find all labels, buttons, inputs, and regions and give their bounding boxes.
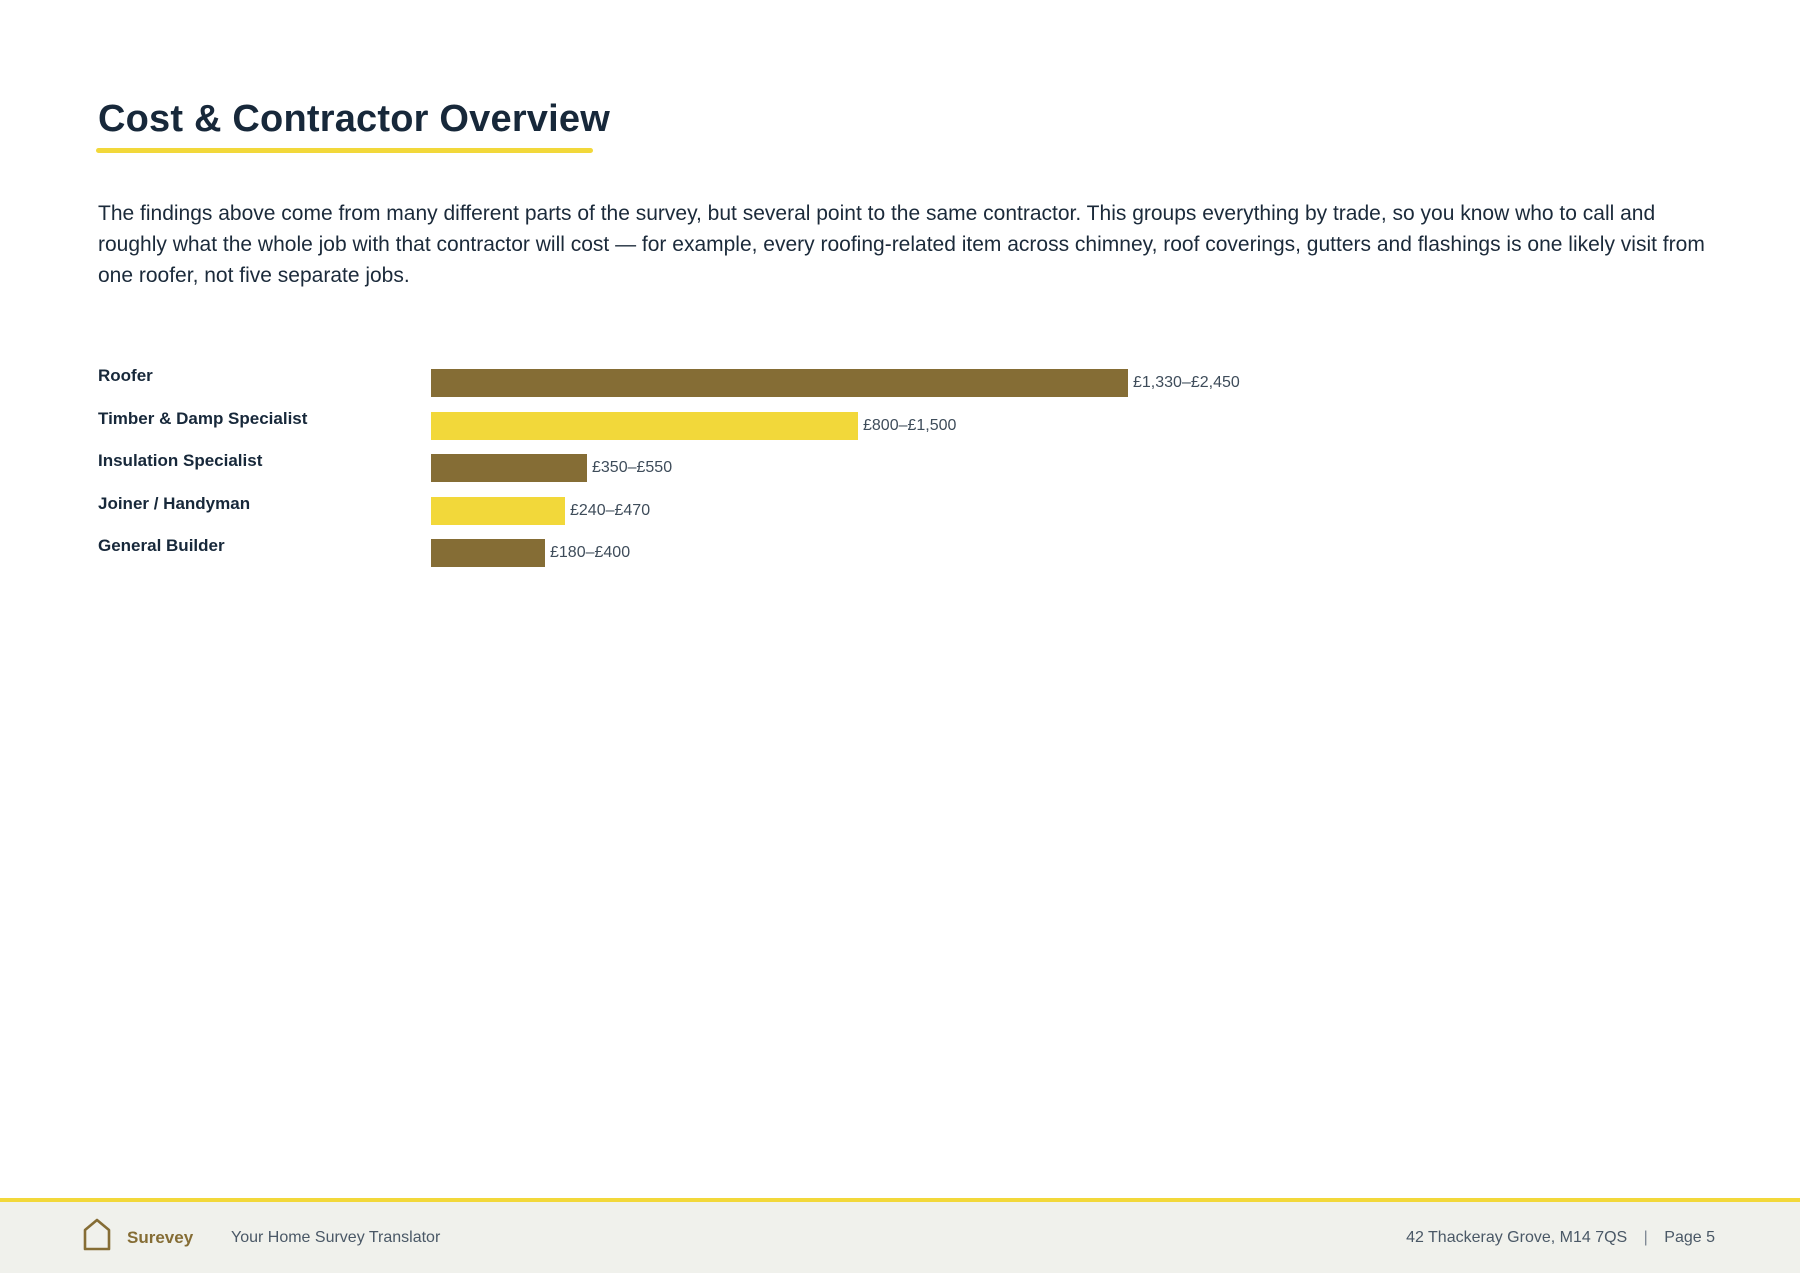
bar-label: Joiner / Handyman <box>98 493 251 513</box>
bar-value-label: £1,330–£2,450 <box>1133 374 1240 391</box>
bar-label: Timber & Damp Specialist <box>98 408 308 428</box>
bar-value-label: £350–£550 <box>592 459 673 476</box>
page-footer <box>0 1198 1800 1273</box>
intro-paragraph: The findings above come from many different parts of the survey, but several point to the same contractor. This groups everything by trade, so you know who to call and roughly what the whole job with that contractor will cost — for example, every roofing-related item across chimney, roof coverings, gutters and flashings is one likely visit from one roofer, not five separate jobs. <box>98 202 1705 287</box>
footer-meta <box>1406 1229 1715 1247</box>
bar-label: General Builder <box>98 536 225 555</box>
footer-page-number: Page 5 <box>1664 1229 1715 1246</box>
footer-brand: Surevey <box>127 1228 194 1247</box>
bar-value-label: £240–£470 <box>570 501 651 519</box>
contractor-cost-chart <box>0 0 1800 600</box>
page-title: Cost & Contractor Overview <box>98 98 610 140</box>
bar-value-label: £800–£1,500 <box>863 416 957 434</box>
bar <box>431 497 565 525</box>
bar <box>431 369 1128 397</box>
footer-address: 42 Thackeray Grove, M14 7QS <box>1406 1229 1628 1246</box>
footer-tagline: Your Home Survey Translator <box>231 1229 441 1246</box>
bar <box>431 539 545 567</box>
footer-separator: | <box>1643 1229 1648 1246</box>
bar-label: Roofer <box>98 366 153 385</box>
bar-value-label: £180–£400 <box>550 544 631 561</box>
bar <box>431 412 858 440</box>
house-outline-icon <box>82 1218 112 1252</box>
bar <box>431 454 587 482</box>
bar-label: Insulation Specialist <box>98 451 263 470</box>
